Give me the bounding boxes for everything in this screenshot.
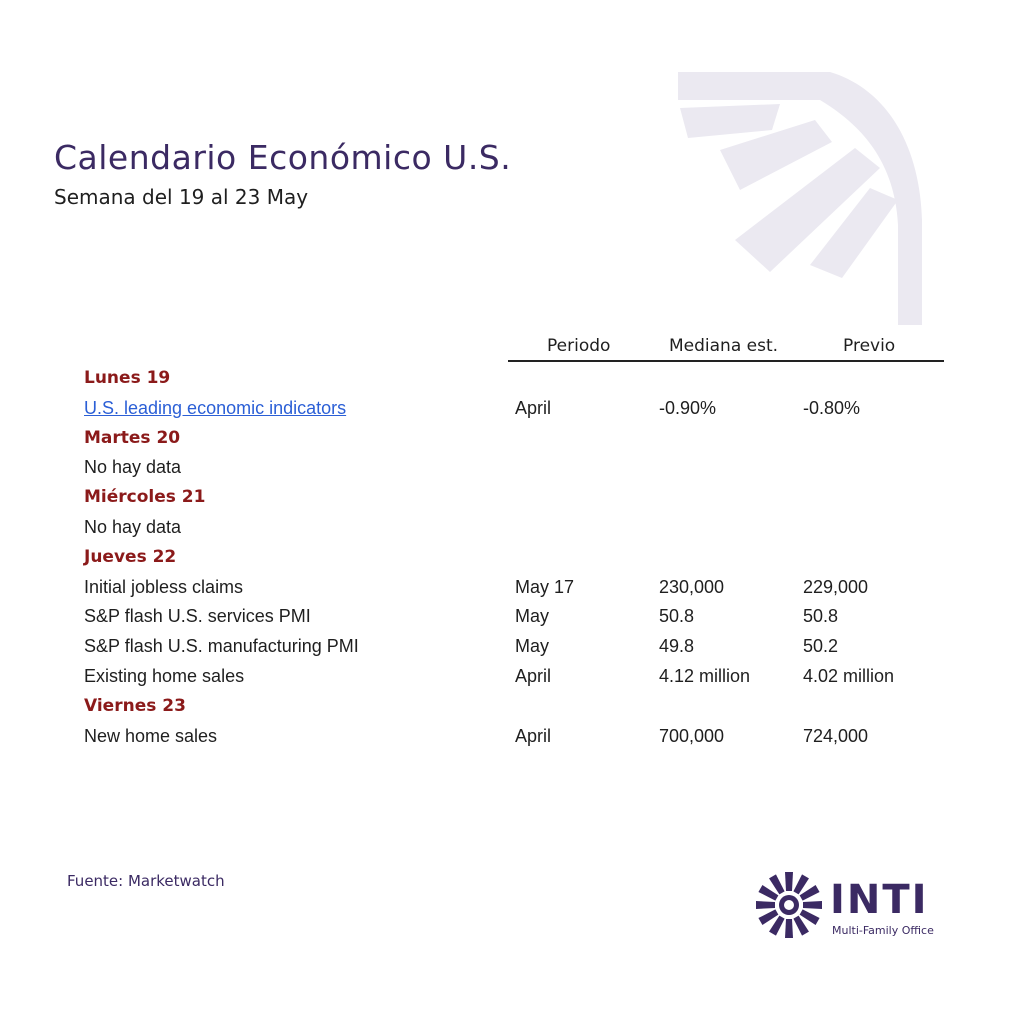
event-name: Initial jobless claims xyxy=(84,577,244,597)
event-link[interactable]: U.S. leading economic indicators xyxy=(84,398,347,418)
event-median-estimate: 700,000 xyxy=(659,726,725,746)
event-period: May xyxy=(515,636,550,656)
event-median-estimate: 230,000 xyxy=(659,577,725,597)
column-header-period: Periodo xyxy=(547,336,611,356)
event-name: Existing home sales xyxy=(84,666,245,686)
event-name: S&P flash U.S. manufacturing PMI xyxy=(84,636,359,656)
inti-sun-logo-icon xyxy=(754,870,824,940)
event-period: April xyxy=(515,726,552,746)
table-row xyxy=(0,661,1024,691)
day-header-row xyxy=(0,423,1024,453)
event-name: No hay data xyxy=(84,517,182,537)
page-title: Calendario Económico U.S. xyxy=(54,138,512,177)
event-previous: 50.8 xyxy=(803,606,839,626)
event-median-estimate: 50.8 xyxy=(659,606,695,626)
event-median-estimate: -0.90% xyxy=(659,398,717,418)
day-header: Viernes 23 xyxy=(84,696,186,716)
table-row xyxy=(0,601,1024,631)
event-previous: 4.02 million xyxy=(803,666,895,686)
day-header-row xyxy=(0,482,1024,512)
event-period: April xyxy=(515,666,552,686)
header-divider xyxy=(508,360,944,362)
event-previous: 50.2 xyxy=(803,636,839,656)
source-note: Fuente: Marketwatch xyxy=(67,872,225,890)
day-header: Lunes 19 xyxy=(84,368,171,388)
event-name: S&P flash U.S. services PMI xyxy=(84,606,311,626)
table-row xyxy=(0,452,1024,482)
page-subtitle: Semana del 19 al 23 May xyxy=(54,185,309,209)
event-period: April xyxy=(515,398,552,418)
column-header-median: Mediana est. xyxy=(669,336,779,356)
brand-logo-name: INTI xyxy=(830,877,929,923)
day-header: Miércoles 21 xyxy=(84,487,206,507)
table-row xyxy=(0,512,1024,542)
brand-logo-tagline: Multi-Family Office xyxy=(832,924,934,937)
table-row xyxy=(0,572,1024,602)
event-period: May 17 xyxy=(515,577,575,597)
day-header-row xyxy=(0,691,1024,721)
day-header-row xyxy=(0,542,1024,572)
event-median-estimate: 4.12 million xyxy=(659,666,751,686)
column-header-previous: Previo xyxy=(843,336,896,356)
sun-rays-watermark-icon xyxy=(660,60,940,340)
table-row xyxy=(0,721,1024,751)
table-row xyxy=(0,393,1024,423)
event-median-estimate: 49.8 xyxy=(659,636,695,656)
event-name: New home sales xyxy=(84,726,218,746)
event-previous: -0.80% xyxy=(803,398,861,418)
event-name: No hay data xyxy=(84,457,182,477)
table-row xyxy=(0,631,1024,661)
day-header: Jueves 22 xyxy=(84,547,177,567)
day-header: Martes 20 xyxy=(84,428,181,448)
event-period: May xyxy=(515,606,550,626)
event-previous: 724,000 xyxy=(803,726,869,746)
event-previous: 229,000 xyxy=(803,577,869,597)
day-header-row xyxy=(0,363,1024,393)
